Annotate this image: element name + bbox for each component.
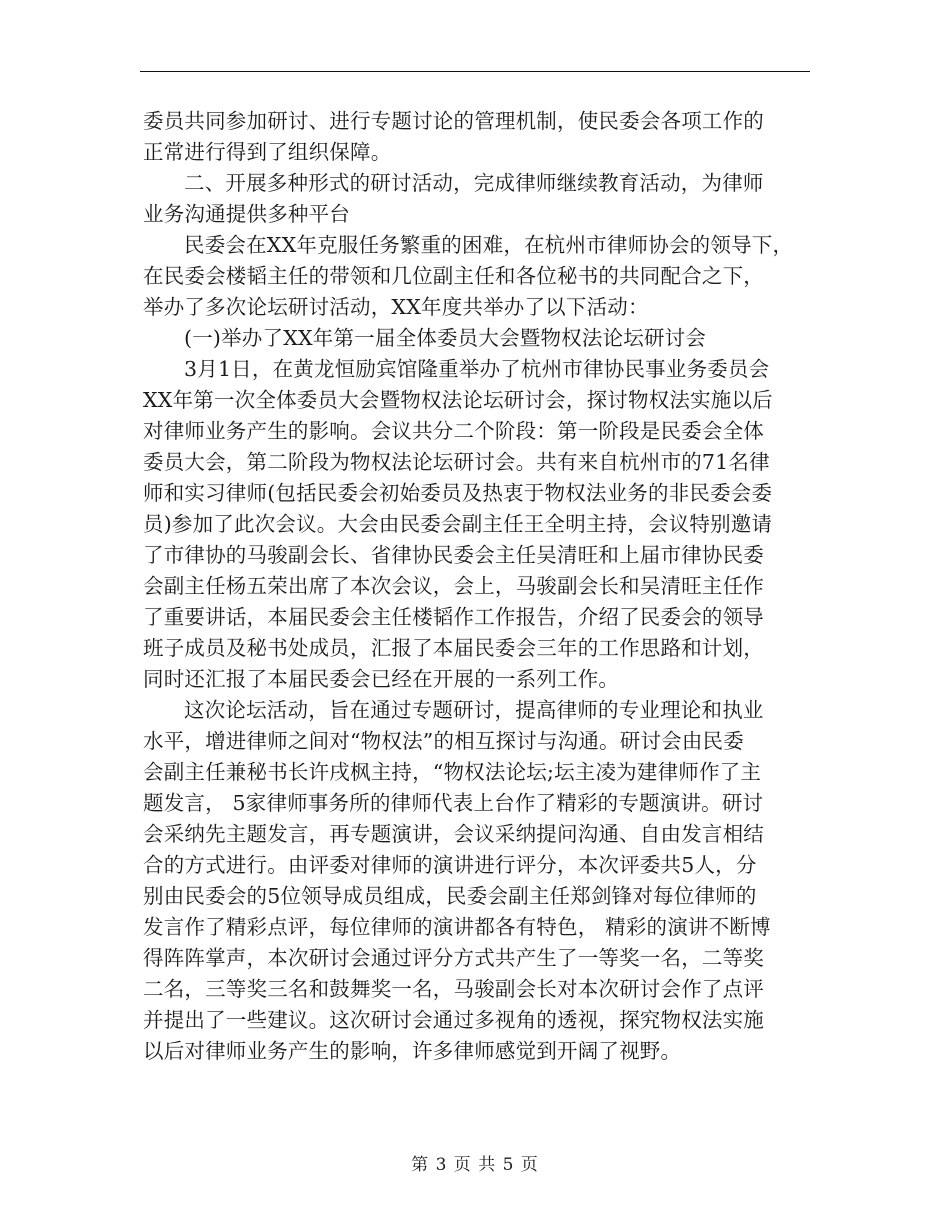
text-line: 委员共同参加研讨、进行专题讨论的管理机制，使民委会各项工作的 (143, 109, 764, 133)
text-line: 民委会在XX年克服任务繁重的困难，在杭州市律师协会的领导下， (184, 233, 794, 257)
document-body (143, 106, 813, 1067)
text-line: 这次论坛活动，旨在通过专题研讨，提高律师的专业理论和执业 (184, 698, 764, 722)
text-line: 会副主任杨五荣出席了本次会议，会上，马骏副会长和吴清旺主任作 (143, 574, 764, 598)
text-line: 在民委会楼韬主任的带领和几位副主任和各位秘书的共同配合之下， (143, 264, 764, 288)
text-line: 委员大会，第二阶段为物权法论坛研讨会。共有来自杭州市的71名律 (143, 450, 770, 474)
text-line: 会采纳先主题发言，再专题演讲，会议采纳提问沟通、自由发言相结 (143, 822, 764, 846)
text-line: 题发言， 5家律师事务所的律师代表上台作了精彩的专题演讲。研讨 (143, 791, 764, 815)
page-number-footer: 第 3 页 共 5 页 (411, 1155, 539, 1175)
text-line: 会副主任兼秘书长许戌枫主持，“物权法论坛;坛主凌为建律师作了主 (143, 760, 762, 784)
text-line: 举办了多次论坛研讨活动，XX年度共举办了以下活动： (143, 295, 649, 319)
text-line: 了重要讲话，本届民委会主任楼韬作工作报告，介绍了民委会的领导 (143, 605, 764, 629)
text-line: 正常进行得到了组织保障。 (143, 140, 392, 164)
text-line: XX年第一次全体委员大会暨物权法论坛研讨会，探讨物权法实施以后 (143, 388, 773, 412)
text-line: 了市律协的马骏副会长、省律协民委会主任吴清旺和上届市律协民委 (143, 543, 764, 567)
text-line: 员)参加了此次会议。大会由民委会副主任王全明主持，会议特别邀请 (143, 512, 773, 536)
subsection-heading-line: (一)举办了XX年第一届全体委员大会暨物权法论坛研讨会 (184, 326, 707, 350)
text-line: 并提出了一些建议。这次研讨会通过多视角的透视，探究物权法实施 (143, 1008, 764, 1032)
text-line: 同时还汇报了本届民委会已经在开展的一系列工作。 (143, 667, 620, 691)
text-line: 3月1日，在黄龙恒励宾馆隆重举办了杭州市律协民事业务委员会 (184, 357, 770, 381)
text-line: 以后对律师业务产生的影响，许多律师感觉到开阔了视野。 (143, 1039, 682, 1063)
header-rule (140, 71, 810, 72)
text-line: 别由民委会的5位领导成员组成，民委会副主任郑剑锋对每位律师的 (143, 884, 757, 908)
section-heading-line: 二、开展多种形式的研讨活动，完成律师继续教育活动，为律师 (184, 171, 764, 195)
text-line: 发言作了精彩点评，每位律师的演讲都各有特色， 精彩的演讲不断博 (143, 915, 771, 939)
text-line: 师和实习律师(包括民委会初始委员及热衷于物权法业务的非民委会委 (143, 481, 773, 505)
text-line: 二名，三等奖三名和鼓舞奖一名，马骏副会长对本次研讨会作了点评 (143, 977, 764, 1001)
text-line: 合的方式进行。由评委对律师的演讲进行评分，本次评委共5人，分 (143, 853, 757, 877)
text-line: 水平，增进律师之间对“物权法”的相互探讨与沟通。研讨会由民委 (143, 729, 744, 753)
text-line: 对律师业务产生的影响。会议共分二个阶段：第一阶段是民委会全体 (143, 419, 764, 443)
text-line: 得阵阵掌声，本次研讨会通过评分方式共产生了一等奖一名，二等奖 (143, 946, 764, 970)
text-line: 班子成员及秘书处成员，汇报了本届民委会三年的工作思路和计划， (143, 636, 764, 660)
section-heading-line: 业务沟通提供多种平台 (143, 202, 350, 226)
